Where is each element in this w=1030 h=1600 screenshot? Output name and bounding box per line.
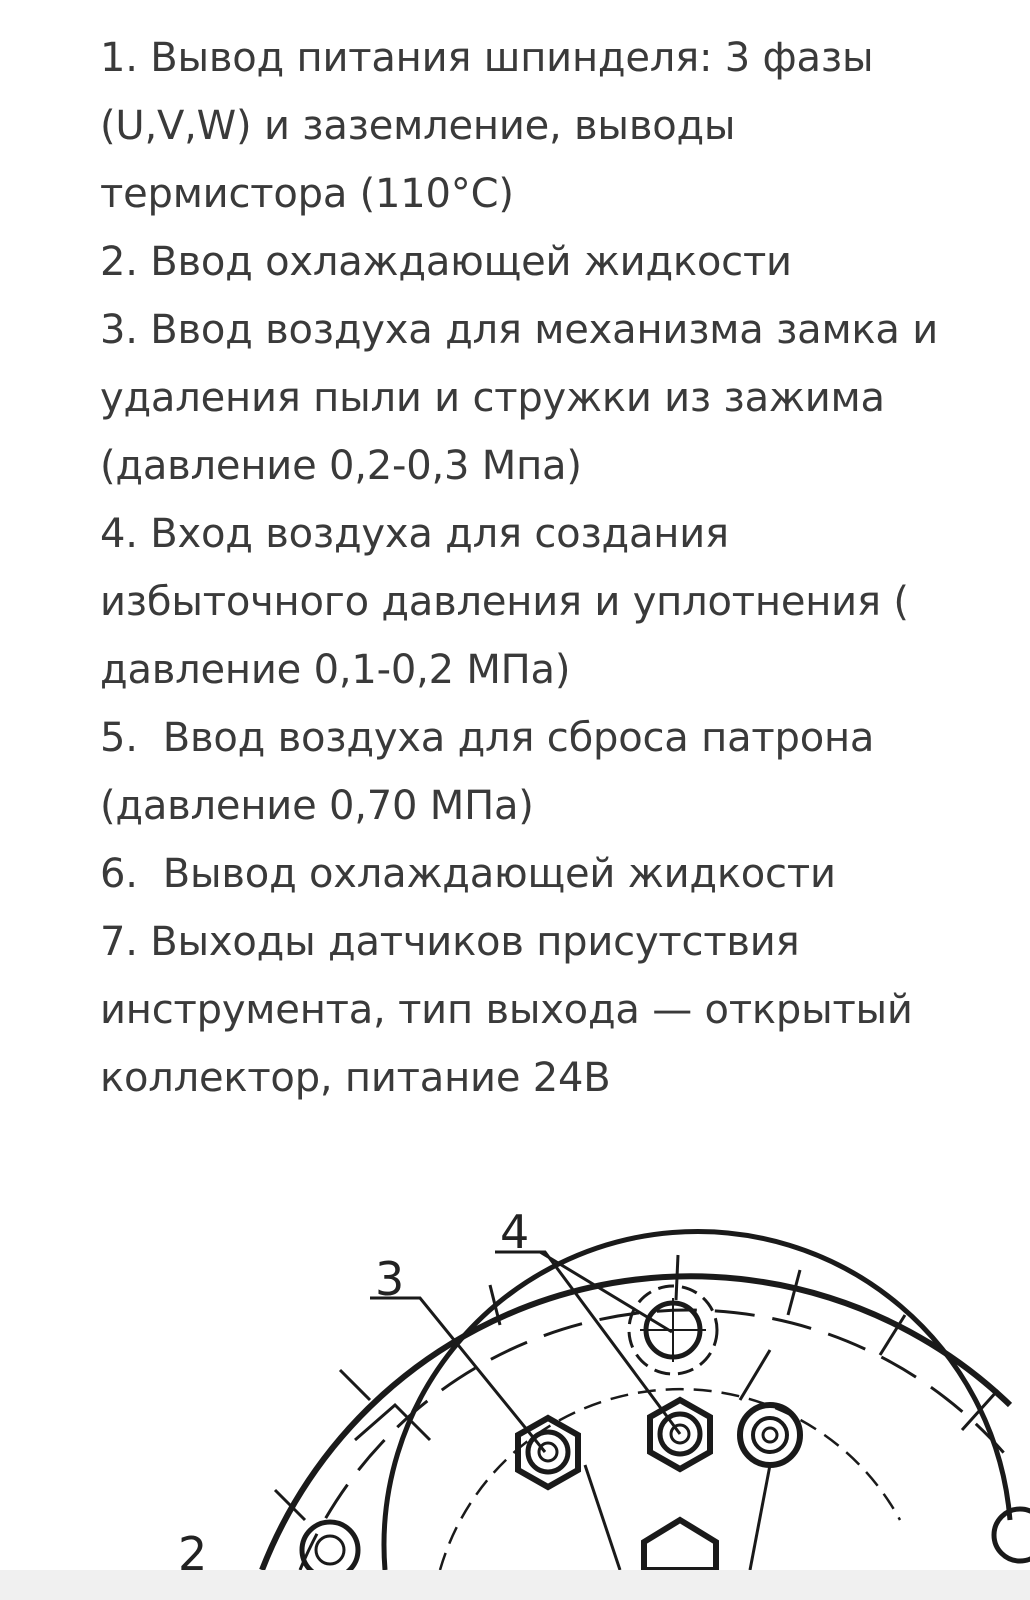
list-item-4: 4. Вход воздуха для создания избыточного давления и уплотнения ( давление 0,1-0,2 МПа) (100, 511, 922, 693)
bottom-bar (0, 1570, 1030, 1600)
list-item-6: 6. Вывод охлаждающей жидкости (100, 851, 836, 897)
hex-fitting-bottom (644, 1520, 716, 1570)
callout-label-3: 3 (375, 1252, 405, 1306)
round-fitting-right (740, 1405, 800, 1465)
list-item-1: 1. Вывод питания шпинделя: 3 фазы (U,V,W) и заземление, выводы термистора (110°C) (100, 35, 886, 217)
list-item-7: 7. Выходы датчиков присутствия инструмента, тип выхода — открытый коллектор, питание 24В (100, 919, 926, 1101)
callout-label-2: 2 (178, 1527, 208, 1570)
spec-list (100, 24, 960, 1112)
port-4-upper (629, 1286, 717, 1374)
inner-body-arc (384, 1232, 1010, 1570)
list-item-2: 2. Ввод охлаждающей жидкости (100, 239, 792, 285)
list-item-5: 5. Ввод воздуха для сброса патрона (давление 0,70 МПа) (100, 715, 887, 829)
hex-fitting-center (650, 1400, 710, 1469)
callout-label-4: 4 (500, 1205, 530, 1259)
list-item-3: 3. Ввод воздуха для механизма замка и удаления пыли и стружки из зажима (давление 0,2-0,3 Мпа) (100, 307, 951, 489)
spindle-connector-drawing (0, 1190, 1030, 1570)
